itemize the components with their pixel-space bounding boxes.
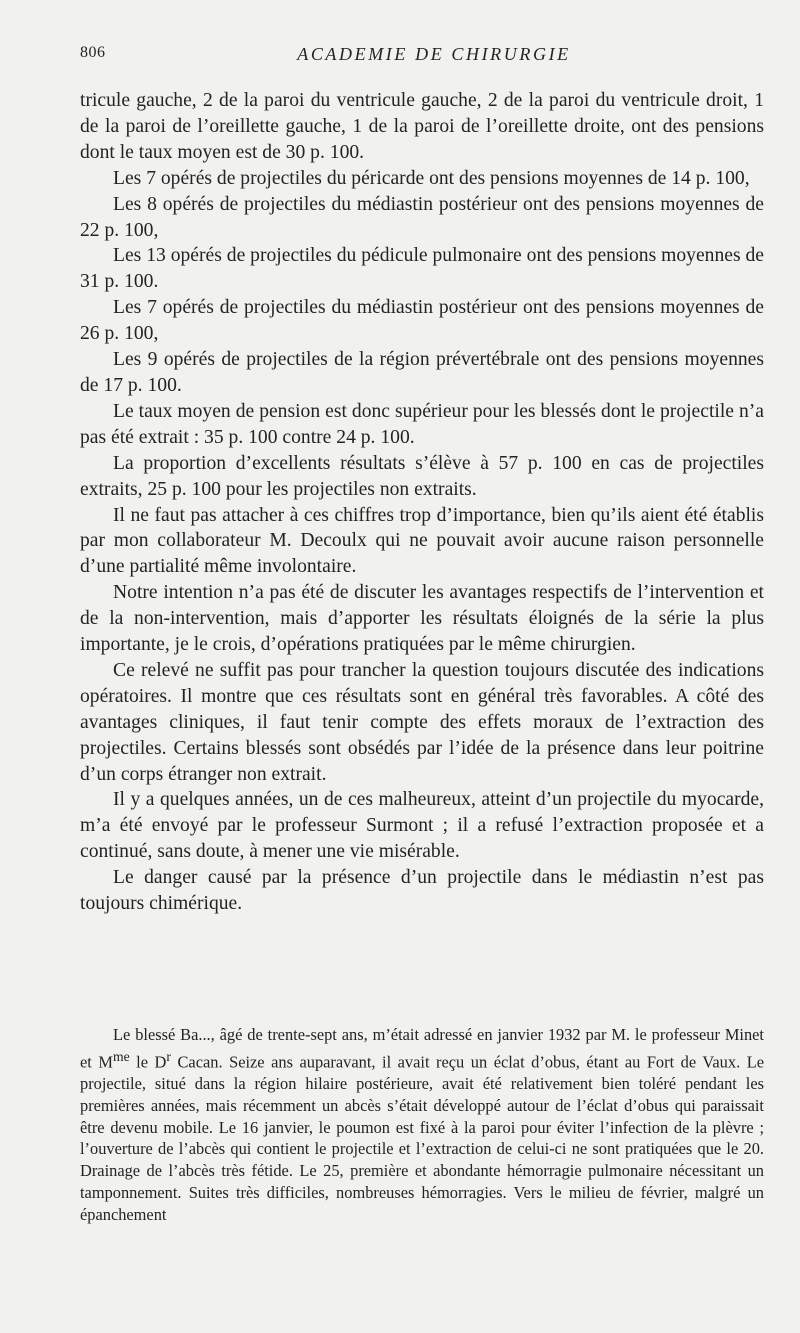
paragraph-taux-moyen: Le taux moyen de pension est donc supérieur pour les blessés dont le projectile n’a pas été extrait : 35 p. 100 contre 24 p. 100.	[80, 400, 764, 448]
docteur-superscript: r	[166, 1048, 171, 1064]
madame-superscript: me	[112, 1048, 130, 1064]
paragraph-proportion: La proportion d’excellents résultats s’élève à 57 p. 100 en cas de projectiles extraits, 25 p. 100 pour les projectiles non extraits.	[80, 452, 764, 500]
paragraph-mediastin-posterieur-2: Les 7 opérés de projectiles du médiastin postérieur ont des pensions moyennes de 26 p. 100,	[80, 297, 764, 345]
case-text-part1: Le blessé Ba..., âgé de trente-sept ans, m’était adressé en janvier 1932 par M. le professeur Minet et M	[80, 1025, 764, 1072]
case-text-part2: le D	[129, 1052, 167, 1072]
case-report	[80, 1024, 764, 1226]
running-title: ACADEMIE DE CHIRURGIE	[297, 44, 571, 64]
case-report-paragraph	[80, 1024, 764, 1226]
paragraph-chiffres: Il ne faut pas attacher à ces chiffres trop d’importance, bien qu’ils aient été établis par mon collaborateur M. Decoulx qui ne pouvait avoir aucune raison personnelle d’une partialité même involontaire.	[80, 504, 764, 578]
paragraph-intention: Notre intention n’a pas été de discuter les avantages respectifs de l’intervention et de la non-intervention, mais d’apporter les résultats éloignés de la série la plus importante, je le crois, d’opérations pratiquées par le même chirurgien.	[80, 582, 764, 656]
paragraph-mediastin-posterieur-1: Les 8 opérés de projectiles du médiastin postérieur ont des pensions moyennes de 22 p. 100,	[80, 193, 764, 241]
running-header	[80, 44, 764, 72]
paragraph-malheureux: Il y a quelques années, un de ces malheureux, atteint d’un projectile du myocarde, m’a été envoyé par le professeur Surmont ; il a refusé l’extraction proposée et a continué, sans doute, à mener une vie misérable.	[80, 789, 764, 863]
paragraph-continued: tricule gauche, 2 de la paroi du ventricule gauche, 2 de la paroi du ventricule droit, 1 de la paroi de l’oreillette gauche, 1 de la paroi de l’oreillette droite, ont des pensions dont le taux moyen est de 30 p. 100.	[80, 90, 764, 163]
paragraph-region-prevertebrale: Les 9 opérés de projectiles de la région prévertébrale ont des pensions moyennes de 17 p. 100.	[80, 349, 764, 396]
case-text-part3: Cacan. Seize ans auparavant, il avait reçu un éclat d’obus, étant au Fort de Vaux. Le projectile, situé dans la région hilaire postérieure, avait été relativement bien toléré pendant les premières années, mais récemment un abcès s’était développé autour de l’éclat d’obus qui paraissait être devenu mobile. Le 16 janvier, le poumon est fixé à la paroi pour éviter l’infection de la plèvre ; l’ouverture de l’abcès qui contient le projectile et l’extraction de celui-ci ne sont pratiquées que le 20. Drainage de l’abcès très fétide. Le 25, première et abondante hémorragie pulmonaire nécessitant un tamponnement. Suites très difficiles, nombreuses hémorragies. Vers le milieu de février, malgré un épanchement	[80, 1052, 764, 1224]
paragraph-pedicule-pulmonaire: Les 13 opérés de projectiles du pédicule pulmonaire ont des pensions moyennes de 31 p. 100.	[80, 245, 764, 293]
paragraph-releve: Ce relevé ne suffit pas pour trancher la question toujours discutée des indications opératoires. Il montre que ces résultats sont en général très favorables. A côté des avantages cliniques, il faut tenir compte des effets moraux de l’extraction des projectiles. Certains blessés sont obsédés par l’idée de la présence dans leur poitrine d’un corps étranger non extrait.	[80, 659, 764, 785]
main-text	[80, 88, 764, 917]
page-number: 806	[80, 44, 106, 61]
paragraph-pericarde: Les 7 opérés de projectiles du péricarde ont des pensions moyennes de 14 p. 100,	[113, 167, 750, 189]
paragraph-danger: Le danger causé par la présence d’un projectile dans le médiastin n’est pas toujours chimérique.	[80, 867, 764, 915]
